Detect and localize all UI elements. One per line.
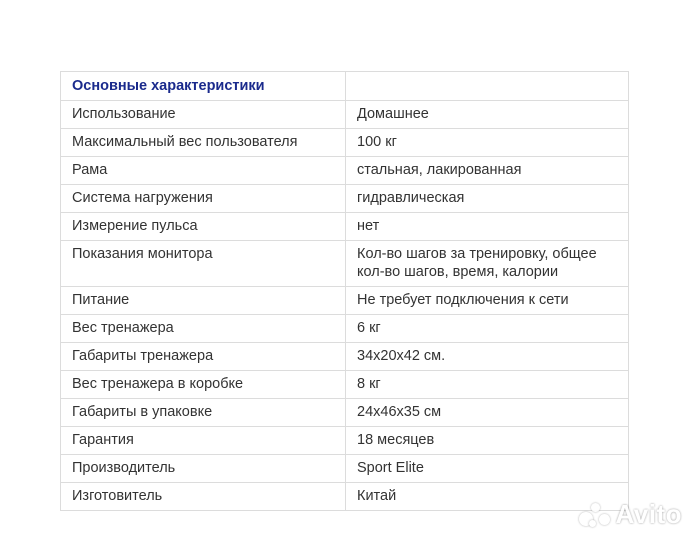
table-row: [61, 241, 629, 287]
spec-value: 8 кг: [346, 371, 629, 399]
spec-name: Габариты тренажера: [61, 343, 346, 371]
table-row: [61, 455, 629, 483]
table-row: [61, 287, 629, 315]
spec-name: Питание: [61, 287, 346, 315]
table-row: [61, 129, 629, 157]
spec-name: Измерение пульса: [61, 213, 346, 241]
table-row: [61, 315, 629, 343]
table-row: [61, 185, 629, 213]
table-row: [61, 101, 629, 129]
spec-value: 100 кг: [346, 129, 629, 157]
table-row: [61, 371, 629, 399]
spec-name: Рама: [61, 157, 346, 185]
spec-value: Кол-во шагов за тренировку, общее кол-во шагов, время, калории: [346, 241, 629, 287]
spec-value: Китай: [346, 483, 629, 511]
avito-logo-dots-icon: [577, 500, 611, 530]
spec-value: Sport Elite: [346, 455, 629, 483]
table-row: [61, 343, 629, 371]
spec-name: Вес тренажера: [61, 315, 346, 343]
table-row: [61, 427, 629, 455]
table-row: [61, 213, 629, 241]
avito-watermark-text: Avito: [615, 499, 682, 529]
spec-name: Использование: [61, 101, 346, 129]
spec-value: гидравлическая: [346, 185, 629, 213]
spec-name: Производитель: [61, 455, 346, 483]
spec-name: Гарантия: [61, 427, 346, 455]
spec-value: стальная, лакированная: [346, 157, 629, 185]
specifications-table: [60, 71, 629, 511]
spec-value: Домашнее: [346, 101, 629, 129]
table-row: [61, 157, 629, 185]
spec-value: 34x20x42 см.: [346, 343, 629, 371]
spec-name: Габариты в упаковке: [61, 399, 346, 427]
spec-name: Изготовитель: [61, 483, 346, 511]
spec-name: Система нагружения: [61, 185, 346, 213]
spec-value: нет: [346, 213, 629, 241]
spec-name: Максимальный вес пользователя: [61, 129, 346, 157]
table-header-value: [346, 72, 629, 101]
table-row: [61, 483, 629, 511]
avito-watermark: [577, 499, 682, 530]
spec-value: 18 месяцев: [346, 427, 629, 455]
table-header-title: Основные характеристики: [61, 72, 346, 101]
table-header-row: [61, 72, 629, 101]
spec-name: Показания монитора: [61, 241, 346, 287]
spec-value: Не требует подключения к сети: [346, 287, 629, 315]
spec-name: Вес тренажера в коробке: [61, 371, 346, 399]
spec-value: 6 кг: [346, 315, 629, 343]
spec-value: 24x46x35 см: [346, 399, 629, 427]
table-row: [61, 399, 629, 427]
